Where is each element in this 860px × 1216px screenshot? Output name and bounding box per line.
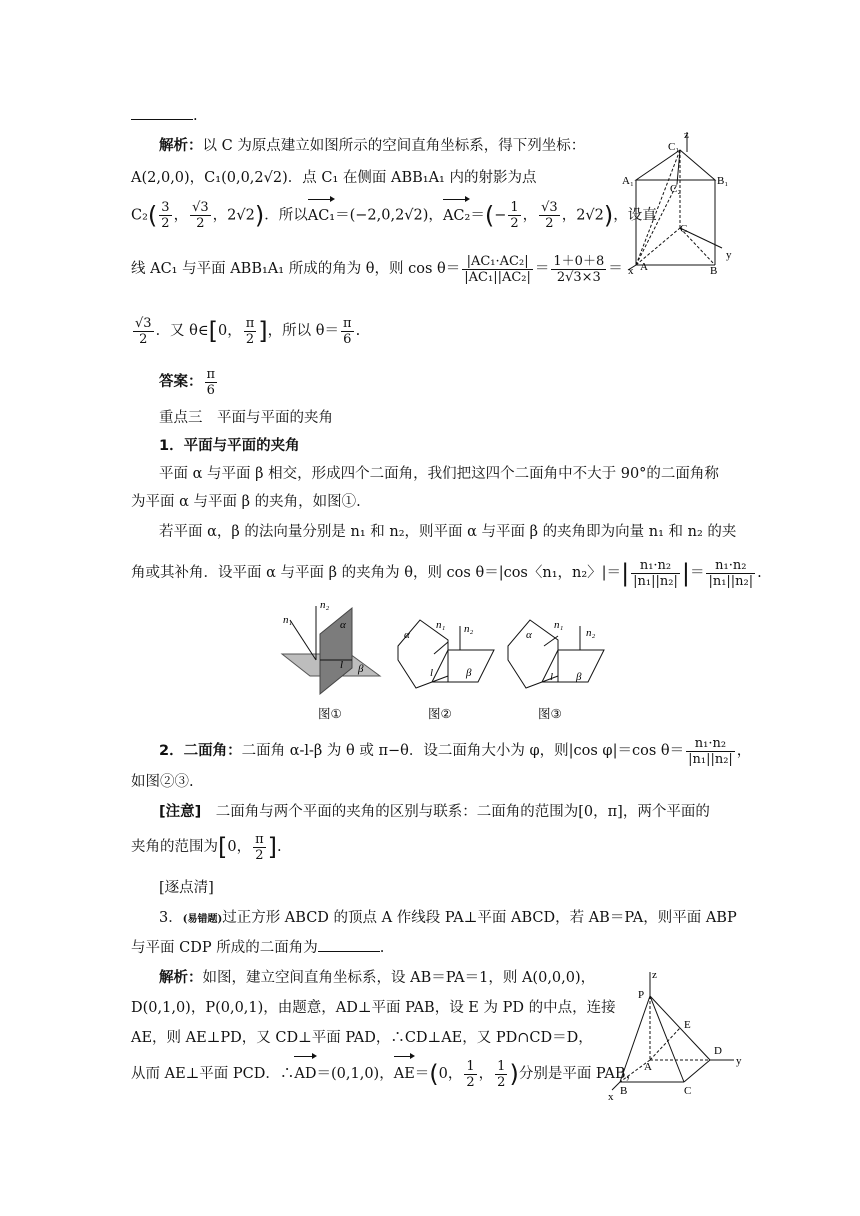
solution3-label: 解析：	[159, 970, 203, 986]
answer1-frac: $\frac{\pi}{6}$	[206, 366, 216, 398]
figure-1-caption: 图①	[318, 706, 342, 721]
check-label: [逐点清]	[159, 880, 214, 896]
prism-label-c1: C₁	[668, 141, 680, 153]
sol3-line4: 从而 AE⊥平面 PCD．∴AD＝(0,1,0)，AE＝(0， $\frac{1}{2}$ ， $\frac{1}{2}$ )分别是平面 PAB，	[131, 1058, 640, 1090]
note-line1: [注意] 二面角与两个平面的夹角的区别与联系：二面角的范围为[0，π]，两个平面的	[159, 804, 710, 820]
prism-label-a: A	[640, 261, 648, 273]
dihedral-line2: 如图②③.	[131, 774, 194, 790]
vector-ac1: AC₁	[308, 201, 335, 231]
vector-ad: AD	[294, 1058, 316, 1090]
fig3-label-beta: β	[576, 671, 582, 683]
c2-label: C₂	[131, 207, 148, 224]
sol3-line2: D(0,1,0)，P(0,0,1)，由题意，AD⊥平面 PAB，设 E 为 PD 的中点，连接	[131, 1000, 616, 1016]
fig2-label-l: l	[430, 667, 434, 679]
sol1-line5: $\frac{√3}{2}$ ．又 θ∈[0， $\frac{\pi}{2}$ ]，所以 θ＝ $\frac{\pi}{6}$ .	[135, 315, 361, 347]
fig2-label-n1: n₁	[436, 619, 446, 631]
fig2-label-beta: β	[466, 667, 472, 679]
blank-tail: .	[193, 108, 198, 124]
note-label: [注意]	[159, 804, 202, 820]
section3-p1-line2: 为平面 α 与平面 β 的夹角，如图①.	[131, 494, 361, 510]
sol3-line1: 解析：如图，建立空间直角坐标系，设 AB＝PA＝1，则 A(0,0,0)，	[159, 970, 596, 986]
figure-2	[390, 610, 500, 696]
c2-x-frac: $\frac{3}{2}$	[161, 200, 170, 231]
answer1-line	[159, 366, 219, 398]
fig1-label-alpha: α	[340, 619, 346, 631]
pyramid-label-d: D	[714, 1045, 722, 1057]
pyramid-label-e: E	[684, 1019, 691, 1031]
dihedral-frac: $\frac{\text{n₁·n₂}}{\text{|n₁||n₂|}}$	[688, 735, 733, 767]
cos-theta-frac: $\frac{\text{|AC₁·AC₂|}}{\text{|AC₁||AC₂|}}$	[464, 253, 531, 285]
fig3-label-l: l	[550, 671, 554, 683]
figure-3	[500, 610, 612, 696]
fig3-label-n1: n₁	[554, 619, 564, 631]
prism-label-y: y	[726, 249, 732, 261]
note-line2: 夹角的范围为[0， $\frac{\pi}{2}$ ].	[131, 831, 282, 863]
cos-theta-value-frac: $\frac{1+0+8}{2√3\times 3}$	[553, 253, 605, 285]
q3-line1: 3．(易错题)过正方形 ABCD 的顶点 A 作线段 PA⊥平面 ABCD，若 AB＝PA，则平面 ABP	[159, 910, 737, 926]
cos-frac: $\frac{\text{n₁·n₂}}{\text{|n₁||n₂|}}$	[708, 557, 754, 589]
sol3-line3: AE，则 AE⊥PD，又 CD⊥平面 PAD，∴CD⊥AE，又 PD∩CD＝D，	[131, 1030, 593, 1046]
dihedral-label: 2．二面角：	[159, 743, 242, 759]
q3-answer-blank	[318, 939, 380, 952]
prism-label-z: z	[684, 129, 689, 141]
sol1-line3: C₂( $\frac{3}{2}$ ， $\frac{√3}{2}$ ，2√2)．所以AC₁＝(−2,0,2√2)，AC₂＝(− $\frac{1}{2}$ ， $\frac{√3}{2}$ ，2√2)，设直	[131, 200, 657, 231]
pyramid-label-b: B	[620, 1085, 628, 1097]
answer-blank	[131, 107, 193, 120]
pyramid-label-a: A	[644, 1061, 652, 1073]
sol1-line2: A(2,0,0)，C₁(0,0,2√2)．点 C₁ 在侧面 ABB₁A₁ 内的射影为点	[131, 170, 537, 186]
vector-ac2: AC₂	[443, 201, 470, 231]
answer-label: 答案：	[159, 374, 203, 390]
pyramid-label-y: y	[736, 1055, 742, 1067]
vector-ae: AE	[394, 1058, 415, 1090]
fig2-label-n2: n₂	[464, 623, 474, 635]
prism-label-c2: C₂	[670, 183, 682, 195]
prism-label-c: C	[680, 223, 688, 235]
prism-label-b1: B₁	[717, 175, 729, 187]
fig1-label-n2: n₂	[320, 599, 330, 611]
fig1-label-l: l	[340, 659, 344, 671]
figure-3-caption: 图③	[538, 706, 562, 721]
section3-title: 重点三 平面与平面的夹角	[159, 410, 333, 426]
prism-label-a1: A₁	[622, 175, 634, 187]
section3-p2-line2: 角或其补角．设平面 α 与平面 β 的夹角为 θ，则 cos θ＝|cos〈n₁，n₂〉|＝| $\frac{\text{n₁·n₂}}{\text{|n₁||n₂|}}$ |＝ $\frac{\text{n₁·n₂}}{\text{|n₁||n₂|}}$ .	[131, 557, 762, 589]
figure-1	[280, 598, 385, 704]
prism-label-b: B	[710, 265, 718, 277]
figure-2-caption: 图②	[428, 706, 452, 721]
cos-abs-frac: $\frac{\text{n₁·n₂}}{\text{|n₁||n₂|}}$	[633, 557, 678, 589]
sol1-text-1: 以 C 为原点建立如图所示的空间直角坐标系，得下列坐标：	[202, 138, 586, 154]
solution-label: 解析：	[159, 138, 203, 154]
pyramid-label-x: x	[608, 1091, 614, 1103]
section3-sub1: 1．平面与平面的夹角	[159, 438, 300, 454]
sol1-line1	[159, 136, 585, 156]
ac2-x-frac: $\frac{1}{2}$	[510, 200, 519, 231]
fig1-label-n1: n₁	[283, 614, 293, 626]
prism-label-x: x	[628, 265, 634, 277]
fig3-label-alpha: α	[526, 629, 532, 641]
pyramid-label-c: C	[684, 1085, 692, 1097]
pyramid-label-p: P	[638, 989, 645, 1001]
fig1-label-beta: β	[358, 663, 364, 675]
prism-figure	[622, 128, 742, 278]
dihedral-line1: 2．二面角：二面角 α-l-β 为 θ 或 π−θ．设二面角大小为 φ，则|cos φ|＝cos θ＝ $\frac{\text{n₁·n₂}}{\text{|n₁||n₂|}}$ ，	[159, 735, 752, 767]
section3-p1-line1: 平面 α 与平面 β 相交，形成四个二面角，我们把这四个二面角中不大于 90°的二面角称	[159, 466, 719, 482]
sol1-line4: 线 AC₁ 与平面 ABB₁A₁ 所成的角为 θ，则 cos θ＝ $\frac{\text{|AC₁·AC₂|}}{\text{|AC₁||AC₂|}}$ ＝ $\frac{1+0+8}{2√3\times 3}$ ＝	[131, 253, 623, 285]
fig3-label-n2: n₂	[586, 627, 596, 639]
c2-y-frac: $\frac{√3}{2}$	[192, 200, 209, 231]
pyramid-label-z: z	[652, 969, 657, 981]
top-blank-line	[131, 106, 198, 126]
q3-line2: 与平面 CDP 所成的二面角为 .	[131, 940, 385, 956]
section3-p2-line1: 若平面 α，β 的法向量分别是 n₁ 和 n₂，则平面 α 与平面 β 的夹角即为向量 n₁ 和 n₂ 的夹	[159, 524, 737, 540]
q3-tag: (易错题)	[182, 914, 223, 925]
fig2-label-alpha: α	[404, 629, 410, 641]
pyramid-figure	[598, 968, 748, 1104]
